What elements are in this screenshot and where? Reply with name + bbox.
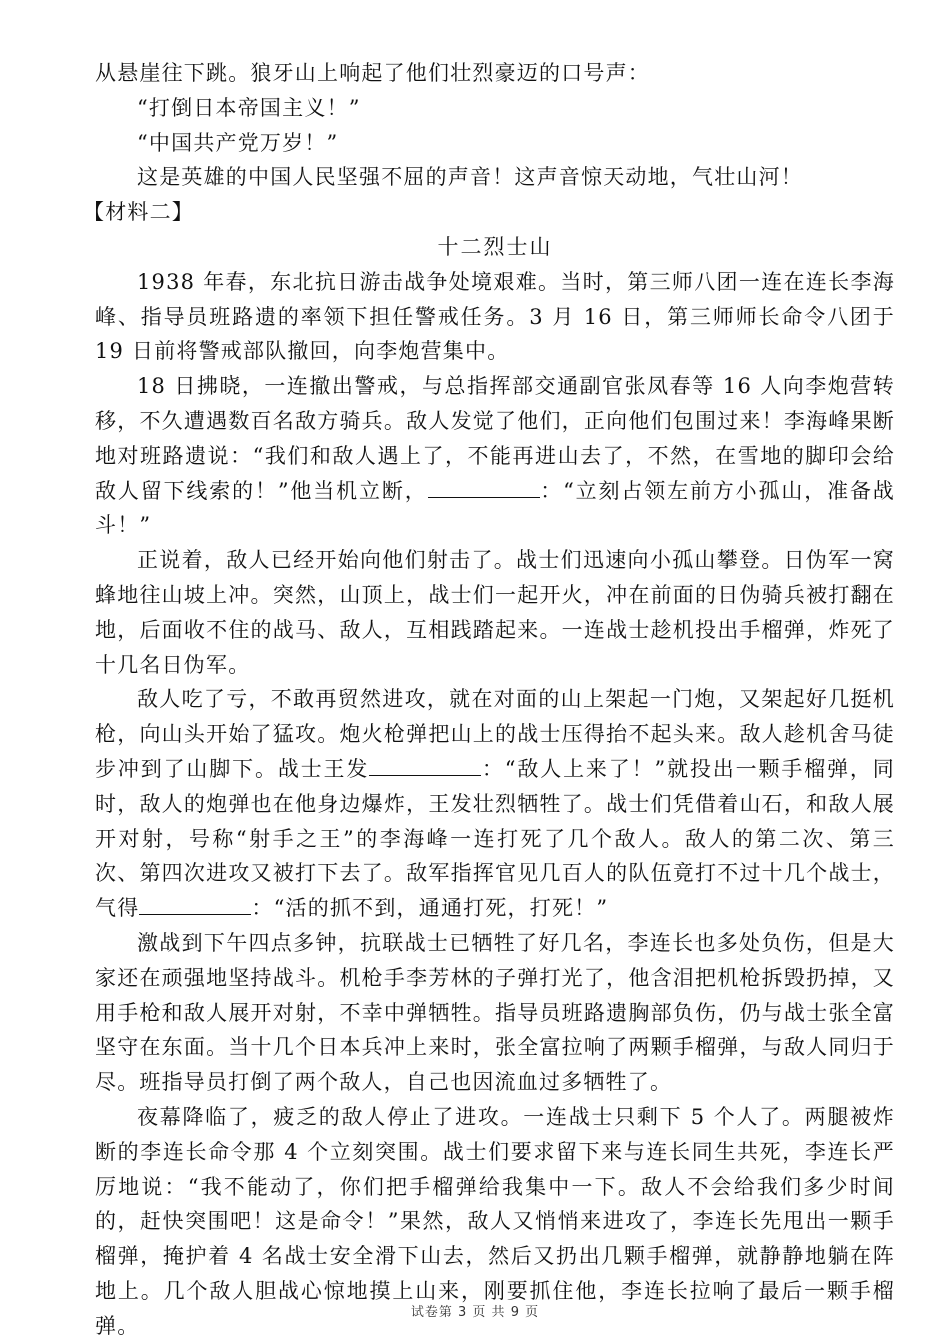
paragraph-4-text-c: ：“活的抓不到，通通打死，打死！”: [251, 896, 609, 921]
material-two-heading: 【材料二】: [83, 200, 194, 225]
page-content: [83, 56, 895, 1343]
fill-blank-2: [369, 753, 481, 776]
paragraph-2-text-b: ：“立刻占领左前方小孤山，准备战斗！”: [95, 478, 895, 538]
paragraph-2: [95, 369, 895, 543]
paragraph-3: 正说着，敌人已经开始向他们射击了。战士们迅速向小孤山攀登。日伪军一窝蜂地往山坡上冲。突然，山顶上，战士们一起开火，冲在前面的日伪骑兵被打翻在地，后面收不住的战马、敌人，互相践踏起来。一连战士趁机投出手榴弹，炸死了十几名日伪军。: [95, 548, 895, 677]
paragraph-4-text-a: 敌人吃了亏，不敢再贸然进攻，就在对面的山上架起一门炮，又架起好几挺机枪，向山头开始了猛攻。炮火枪弹把山上的战士压得抬不起头来。敌人趁机舍马徒步冲到了山脚下。战士王发: [95, 687, 895, 781]
page-footer: 试卷第 3 页 共 9 页: [410, 1305, 540, 1320]
fill-blank-3: [139, 892, 251, 915]
paragraph-6: 夜幕降临了，疲乏的敌人停止了进攻。一连战士只剩下 5 个人了。两腿被炸断的李连长命令那 4 个立刻突围。战士们要求留下来与连长同生共死，李连长严厉地说：“我不能动了，你们把手榴弹给我集中一下。敌人不会给我们多少时间的，赶快突围吧！这是命令！”果然，敌人又悄悄来进攻了，李连长先甩出一颗手榴弹，掩护着 4 名战士安全滑下山去，然后又扔出几颗手榴弹，就静静地躺在阵地上。几个敌人胆战心惊地摸上山来，刚要抓住他，李连长拉响了最后一颗手榴弹。: [95, 1104, 895, 1338]
material-one-last-line: 从悬崖往下跳。狼牙山上响起了他们壮烈豪迈的口号声：: [95, 61, 650, 85]
slogan-quote-2: “中国共产党万岁！”: [137, 130, 339, 155]
paragraph-2-text-a: 18 日拂晓，一连撤出警戒，与总指挥部交通副官张凤春等 16 人向李炮营转移，不久遭遇数百名敌方骑兵。敌人发觉了他们，正向他们包围过来！李海峰果断地对班路遗说：“我们和敌人遇上了，不能再进山去了，不然，在雪地的脚印会给敌人留下线索的！”他当机立断，: [95, 374, 895, 503]
fill-blank-1: [428, 475, 540, 498]
material-one-closing: 这是英雄的中国人民坚强不屈的声音！这声音惊天动地，气壮山河！: [137, 165, 803, 190]
paragraph-4: [95, 682, 895, 926]
article-title: 十二烈士山: [437, 234, 553, 259]
paragraph-4-text-b: ：“敌人上来了！”就投出一颗手榴弹，同时，敌人的炮弹也在他身边爆炸，王发壮烈牺牲了。战士们凭借着山石，和敌人展开对射，号称“射手之王”的李海峰一连打死了几个敌人。敌人的第二次、第三次、第四次进攻又被打下去了。敌军指挥官见几百人的队伍竟打不过十几个战士，气得: [95, 756, 895, 921]
slogan-quote-1: “打倒日本帝国主义！”: [137, 95, 361, 120]
paragraph-5: 激战到下午四点多钟，抗联战士已牺牲了好几名，李连长也多处负伤，但是大家还在顽强地坚持战斗。机枪手李芳林的子弹打光了，他含泪把机枪拆毁扔掉，又用手枪和敌人展开对射，不幸中弹牺牲。指导员班路遗胸部负伤，仍与战士张全富坚守在东面。当十几个日本兵冲上来时，张全富拉响了两颗手榴弹，与敌人同归于尽。班指导员打倒了两个敌人，自己也因流血过多牺牲了。: [95, 930, 895, 1095]
paragraph-1: 1938 年春，东北抗日游击战争处境艰难。当时，第三师八团一连在连长李海峰、指导员班路遗的率领下担任警戒任务。3 月 16 日，第三师师长命令八团于 19 日前将警戒部队撤回，向李炮营集中。: [95, 269, 895, 364]
